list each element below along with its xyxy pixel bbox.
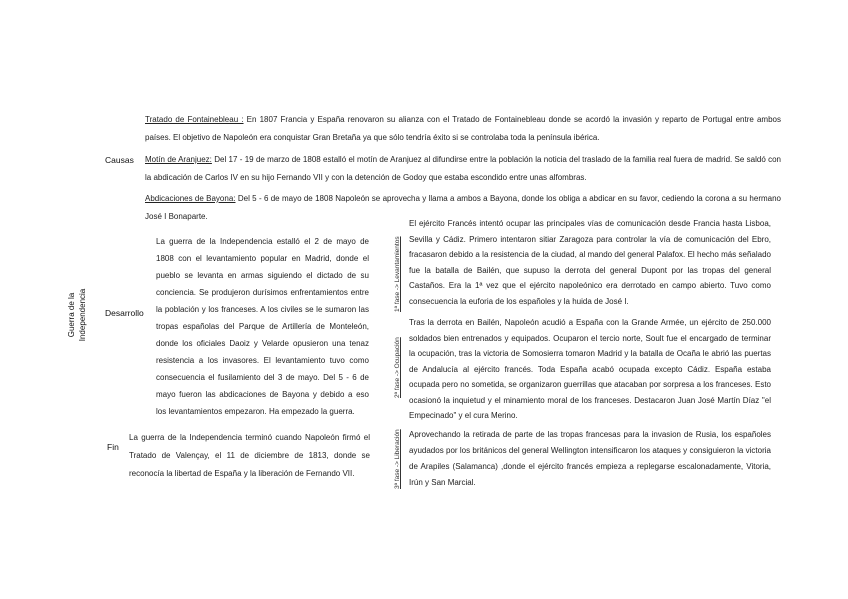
phase-text: El ejército Francés intentó ocupar las principales vías de comunicación desde Francia hasta Lisboa, Sevilla y Cádiz. Primero intentaron sitiar Zaragoza para controlar la vía de comunicación del Ebro, fracasaron debido a la resistencia de la ciudad, al mando del general Palafox. El hecho más señalado fue la batalla de Bailén, que supuso la derrota del general Dupont por las tropas del general Castaños. Era la 1ª vez que el ejército napoleónico era derrotado en campo abierto. Tuvo como consecuencia la euforia de los españoles y la huida de José I. xyxy=(409,219,771,306)
phase-label: 1ª fase -> Levantamientos xyxy=(394,236,401,312)
phase-text: Tras la derrota en Bailén, Napoleón acudió a España con la Grande Armée, un ejército de 250.000 soldados bien entrenados y equipados. Ocuparon el tercio norte, Soult fue el encargado de terminar la ocupación, tras la victoria de Somosierra tomaron Madrid y la batalla de Ocaña le abrió las puertas de Andalucía al ejército francés. Toda España acabó ocupada excepto Cádiz. España estaba ocupada pero no sometida, se organizaron guerrillas que atacaban por sorpresa a los franceses. Esto ocasionó la inquietud y el minamiento moral de los franceses. Destacaron Juan José Martín Díaz "el Empecinado" y el cura Merino. xyxy=(409,318,771,420)
causas-label: Causas xyxy=(105,155,134,165)
side-title-line2: Independencia xyxy=(78,288,87,342)
phase-text: Aprovechando la retirada de parte de las tropas francesas para la invasion de Rusia, los españoles ayudados por los británicos del general Wellington intensificaron los ataques y consiguieron la victoria de Arapiles (Salamanca) ,donde el ejército francés empieza a replegarse escalonadamente, Vitoria, Irún y San Marcial. xyxy=(409,430,771,487)
causa-item-aranjuez xyxy=(145,151,781,187)
causa-text: Del 17 - 19 de marzo de 1808 estalló el motín de Aranjuez al difundirse entre la población la noticia del traslado de la familia real fuera de madrid. Se saldó con la abdicación de Carlos IV en su hijo Fernando VII y con la detención de Godoy que estaba escondido entre unas alfombras. xyxy=(145,155,781,182)
document-side-title xyxy=(66,280,88,350)
causa-text: En 1807 Francia y España renovaron su alianza con el Tratado de Fontainebleau donde se acordó la invasión y reparto de Portugal entre ambos países. El objetivo de Napoleón era conquistar Gran Bretaña ya que sólo tendría éxito si se controlaba toda la península ibérica. xyxy=(145,115,781,142)
phase-label: 3ª fase -> Liberación xyxy=(394,429,401,489)
causa-text: Del 5 - 6 de mayo de 1808 Napoleón se aprovecha y llama a ambos a Bayona, donde los obliga a abdicar en su favor, cediendo la corona a su hermano José I Bonaparte. xyxy=(145,194,782,221)
causa-item-fontainebleau xyxy=(145,111,781,147)
fin-text: La guerra de la Independencia terminó cuando Napoleón firmó el Tratado de Valençay, el 11 de diciembre de 1813, donde se reconocía la libertad de España y la liberación de Fernando VII. xyxy=(129,433,370,478)
phase-label: 2ª fase -> Ocupación xyxy=(394,337,401,398)
desarrollo-text: La guerra de la Independencia estalló el 2 de mayo de 1808 con el levantamiento popular en Madrid, donde el pueblo se levanta en armas siguiendo el dictado de su conciencia. Se produjeron durísimos enfrentamientos entre la población y los franceses. A los civiles se le sumaron las tropas españolas del Parque de Artillería de Monteleón, donde los oficiales Daoiz y Velarde opusieron una tenaz resistencia a los invasores. El levantamiento tuvo como consecuencia el fusilamiento del 3 de mayo. Del 5 - 6 de mayo fueron las abdicaciones de Bayona y debido a eso los levantamientos empezaron. Ha empezado la guerra. xyxy=(156,237,369,416)
causa-title: Tratado de Fontainebleau : xyxy=(145,115,244,124)
causa-title: Motín de Aranjuez: xyxy=(145,155,212,164)
causa-title: Abdicaciones de Bayona: xyxy=(145,194,236,203)
side-title-line1: Guerra de la xyxy=(67,292,76,338)
desarrollo-label: Desarrollo xyxy=(105,308,144,318)
fin-label: Fin xyxy=(107,442,119,452)
